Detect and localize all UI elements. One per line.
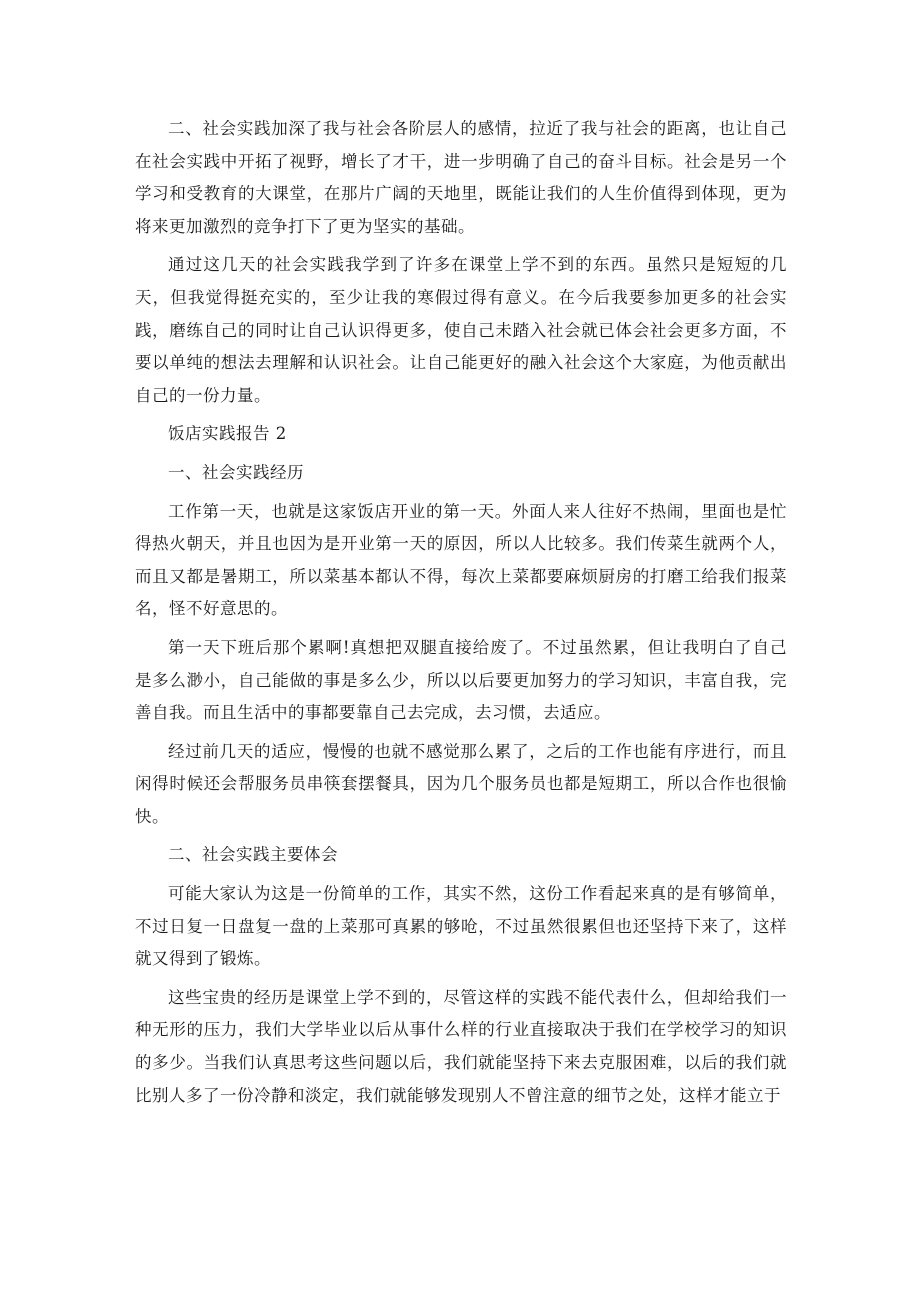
- paragraph-few-days-practice: 通过这几天的社会实践我学到了许多在课堂上学不到的东西。虽然只是短短的几天，但我觉得挺充实的，至少让我的寒假过得有意义。在今后我要参加更多的社会实践，磨练自己的同时让自己认识得更多，使自己未踏入社会就已体会社会更多方面，不要以单纯的想法去理解和认识社会。让自己能更好的融入社会这个大家庭，为他贡献出自己的一份力量。: [135, 255, 787, 405]
- paragraph-first-day: 工作第一天，也就是这家饭店开业的第一天。外面人来人往好不热闹，里面也是忙得热火朝天，并且也因为是开业第一天的原因，所以人比较多。我们传菜生就两个人，而且又都是暑期工，所以菜基本都认不得，每次上菜都要麻烦厨房的打磨工给我们报菜名，怪不好意思的。: [135, 501, 787, 619]
- section-heading-experience: 一、社会实践经历: [168, 462, 304, 482]
- report-title: 饭店实践报告 2: [168, 424, 287, 444]
- paragraph-after-work: 第一天下班后那个累啊!真想把双腿直接给废了。不过虽然累，但让我明白了自己是多么渺小，自己能做的事是多么少，所以以后要更加努力的学习知识，丰富自我，完善自我。而且生活中的事都要靠自己去完成，去习惯，去适应。: [135, 637, 787, 723]
- section-heading-experience-main: 二、社会实践主要体会: [168, 845, 338, 865]
- paragraph-simple-job: 可能大家认为这是一份简单的工作，其实不然，这份工作看起来真的是有够简单，不过日复一日盘复一盘的上菜那可真累的够呛，不过虽然很累但也还坚持下来了，这样就又得到了锻炼。: [135, 884, 787, 969]
- document-body: [135, 113, 787, 1118]
- paragraph-adapting: 经过前几天的适应，慢慢的也就不感觉那么累了，之后的工作也能有序进行，而且闲得时候还会帮服务员串筷套摆餐具，因为几个服务员也都是短期工，所以合作也很愉快。: [135, 741, 787, 826]
- paragraph-social-practice-deepened: 二、社会实践加深了我与社会各阶层人的感情，拉近了我与社会的距离，也让自己在社会实践中开拓了视野，增长了才干，进一步明确了自己的奋斗目标。社会是另一个学习和受教育的大课堂，在那片广阔的天地里，既能让我们的人生价值得到体现，更为将来更加激烈的竞争打下了更为坚实的基础。: [135, 119, 787, 236]
- paragraph-precious-experience: 这些宝贵的经历是课堂上学不到的，尽管这样的实践不能代表什么，但却给我们一种无形的压力，我们大学毕业以后从事什么样的行业直接取决于我们在学校学习的知识的多少。当我们认真思考这些问题以后，我们就能坚持下来去克服困难，以后的我们就比别人多了一份冷静和淡定，我们就能够发现别人不曾注意的细节之处，这样才能立于: [135, 987, 787, 1105]
